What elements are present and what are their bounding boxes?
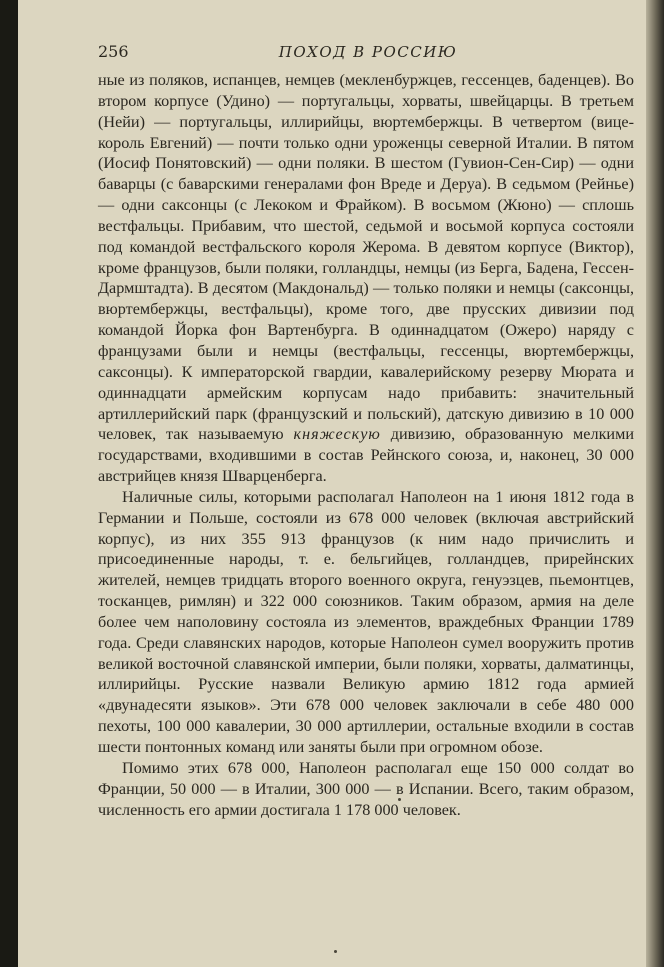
page-header [98,42,638,64]
print-speck [398,798,401,801]
page-number: 256 [98,42,129,61]
paragraph-3: Помимо этих 678 000, Наполеон располагал еще 150 000 солдат во Франции, 50 000 — в Италии, 300 000 — в Испании. Всего, таким образом, численность его армии достигала 1 178 000 человек. [98,758,634,819]
paragraph-1 [98,70,634,487]
emphasized-word: княжескую [293,425,381,444]
paragraph-2: Наличные силы, которыми располагал Наполеон на 1 июня 1812 года в Германии и Польше, состояли из 678 000 человек (включая австрийский корпус), из них 355 913 французов (к ним надо причислить и присоединенные народы, т. е. бельгийцев, голландцев, прирейнских жителей, немцев тридцать второго военного округа, генуэзцев, пьемонтцев, тосканцев, римлян) и 322 000 союзников. Таким образом, армия на деле более чем наполовину состояла из элементов, враждебных Франции 1789 года. Среди славянских народов, которые Наполеон сумел вооружить против великой восточной славянской империи, были поляки, хорваты, далматинцы, иллирийцы. Русские назвали Великую армию 1812 года армией «двунадесяти языков». Эти 678 000 человек заключали в себе 480 000 пехоты, 100 000 кавалерии, 30 000 артиллерии, остальные входили в состав шести понтонных команд или заняты были при огромном обозе. [98,487,634,756]
paragraph-1-continuation: дивизию, образованную мелкими государствами, входившими в состав Рейнского союза, и, наконец, 30 000 австрийцев князя Шварценберга. [98,425,635,486]
print-speck [334,950,337,953]
paragraph-1-text: ные из поляков, испанцев, немцев (мекленбуржцев, гессенцев, баденцев). Во втором корпусе (Удино) — португальцы, хорваты, швейцарцы. В третьем (Нейи) — португальцы, иллирийцы, вюртембержцы. В четвертом (вице-король Евгений) — почти только одни уроженцы северной Италии. В пятом (Иосиф Понятовский) — одни поляки. В шестом (Гувион-Сен-Сир) — одни баварцы (с баварскими генералами фон Вреде и Деруа). В седьмом (Рейнье) — одни саксонцы (с Лекоком и Фрайком). В восьмом (Жюно) — сплошь вестфальцы. Прибавим, что шестой, седьмой и восьмой корпуса состояли под командой вестфальского короля Жерома. В девятом корпусе (Виктор), кроме французов, были поляки, голландцы, немцы (из Берга, Бадена, Гессен-Дармштадта). В десятом (Макдональд) — только поляки и немцы (саксонцы, вюртембержцы, вестфальцы), кроме того, две прусских дивизии под командой Йорка фон Вартенбурга. В одиннадцатом (Ожеро) наряду с французами были и немцы (вестфальцы, гессенцы, вюртембержцы, саксонцы). К императорской гвардии, кавалерийскому резерву Мюрата и одиннадцати армейским корпусам надо прибавить: значительный артиллерийский парк (французский и польский), датскую дивизию в 10 000 человек, так называемую [98,71,634,444]
book-gutter-shadow [646,0,664,967]
book-page [18,0,648,967]
body-text [98,70,634,820]
running-head: ПОХОД В РОССИЮ [278,43,458,61]
